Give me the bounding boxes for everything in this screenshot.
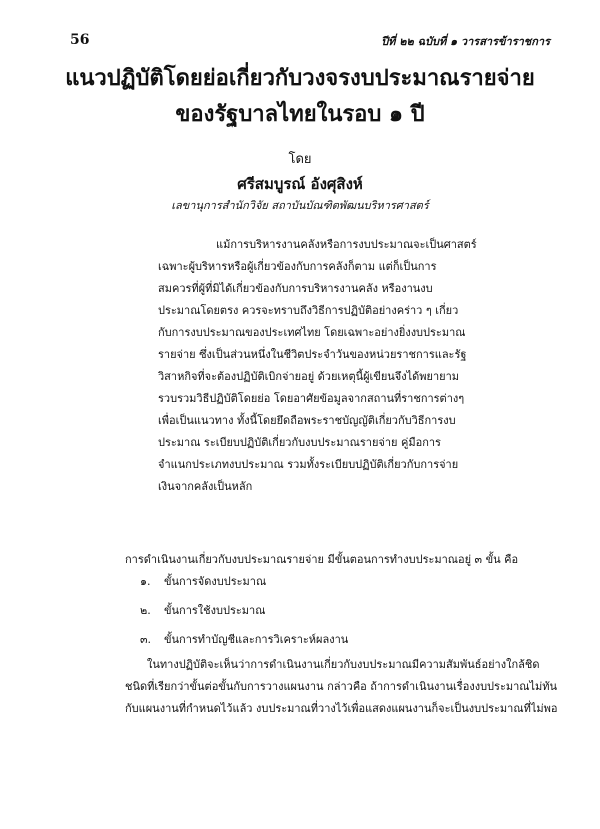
text-line: ชนิดที่เรียกว่าขั้นต่อขั้นกับการวางแผนงาน กล่าวคือ ถ้าการดำเนินงานเรื่องงบประมาณไม่ทัน <box>125 680 558 693</box>
author-name: ศรีสมบูรณ์ อังศุสิงห์ <box>237 175 363 193</box>
text-line: แม้การบริหารงานคลังหรือการงบประมาณจะเป็นศาสตร์ <box>216 238 477 251</box>
text-line: รายจ่าย ซึ่งเป็นส่วนหนึ่งในชีวิตประจำวันของหน่วยราชการและรัฐ <box>158 348 467 361</box>
step-number: ๒. <box>140 604 151 617</box>
byline-by: โดย <box>288 152 312 167</box>
text-line: จำแนกประเภทงบประมาณ รวมทั้งระเบียบปฏิบัติเกี่ยวกับการจ่าย <box>158 458 459 471</box>
author-affiliation: เลขานุการสำนักวิจัย สถาบันบัณฑิตพัฒนบริหารศาสตร์ <box>171 199 429 212</box>
paragraph-practice <box>125 654 558 720</box>
journal-info: ปีที่ ๒๒ ฉบับที่ ๑ วารสารข้าราชการ <box>381 35 550 48</box>
steps-intro: การดำเนินงานเกี่ยวกับงบประมาณรายจ่าย มีขั้นตอนการทำงบประมาณอยู่ ๓ ขั้น คือ <box>125 553 519 566</box>
step-number: ๑. <box>140 575 151 588</box>
list-item <box>140 601 348 630</box>
list-item <box>140 572 348 601</box>
text-line: วิสาหกิจที่จะต้องปฏิบัติเบิกจ่ายอยู่ ด้วยเหตุนี้ผู้เขียนจึงได้พยายาม <box>158 370 460 383</box>
step-label: ขั้นการจัดงบประมาณ <box>164 575 267 588</box>
step-label: ขั้นการทำบัญชีและการวิเคราะห์ผลงาน <box>164 633 349 646</box>
paragraph-intro <box>158 234 558 498</box>
text-line: ประมาณโดยตรง ควรจะทราบถึงวิธีการปฏิบัติอย่างคร่าว ๆ เกี่ยว <box>158 304 459 317</box>
text-line: เงินจากคลังเป็นหลัก <box>158 480 253 493</box>
text-line: ประมาณ ระเบียบปฏิบัติเกี่ยวกับงบประมาณรายจ่าย คู่มือการ <box>158 436 441 449</box>
text-line: รวบรวมวิธีปฏิบัติโดยย่อ โดยอาศัยข้อมูลจากสถานที่ราชการต่างๆ <box>158 392 465 405</box>
text-line: เพื่อเป็นแนวทาง ทั้งนี้โดยยึดถือพระราชบัญญัติเกี่ยวกับวิธีการงบ <box>158 414 456 427</box>
steps-list <box>140 572 348 659</box>
step-label: ขั้นการใช้งบประมาณ <box>164 604 266 617</box>
text-line: ในทางปฏิบัติจะเห็นว่าการดำเนินงานเกี่ยวกับงบประมาณมีความสัมพันธ์อย่างใกล้ชิด <box>147 658 540 671</box>
step-number: ๓. <box>140 633 152 646</box>
text-line: กับการงบประมาณของประเทศไทย โดยเฉพาะอย่างยิ่งงบประมาณ <box>158 326 466 339</box>
text-line: กับแผนงานที่กำหนดไว้แล้ว งบประมาณที่วางไว้เพื่อแสดงแผนงานก็จะเป็นงบประมาณที่ไม่พอ <box>125 702 558 715</box>
text-line: เฉพาะผู้บริหารหรือผู้เกี่ยวข้องกับการคลังก็ตาม แต่ก็เป็นการ <box>158 260 437 273</box>
title-line-2: ของรัฐบาลไทยในรอบ ๑ ปี <box>175 101 425 127</box>
page-header <box>70 32 550 52</box>
page-number: 56 <box>70 32 90 48</box>
title-line-1: แนวปฏิบัติโดยย่อเกี่ยวกับวงจรงบประมาณรายจ่าย <box>65 65 535 91</box>
text-line: สมควรที่ผู้ที่มิได้เกี่ยวข้องกับการบริหารงานคลัง หรืองานงบ <box>158 282 433 295</box>
